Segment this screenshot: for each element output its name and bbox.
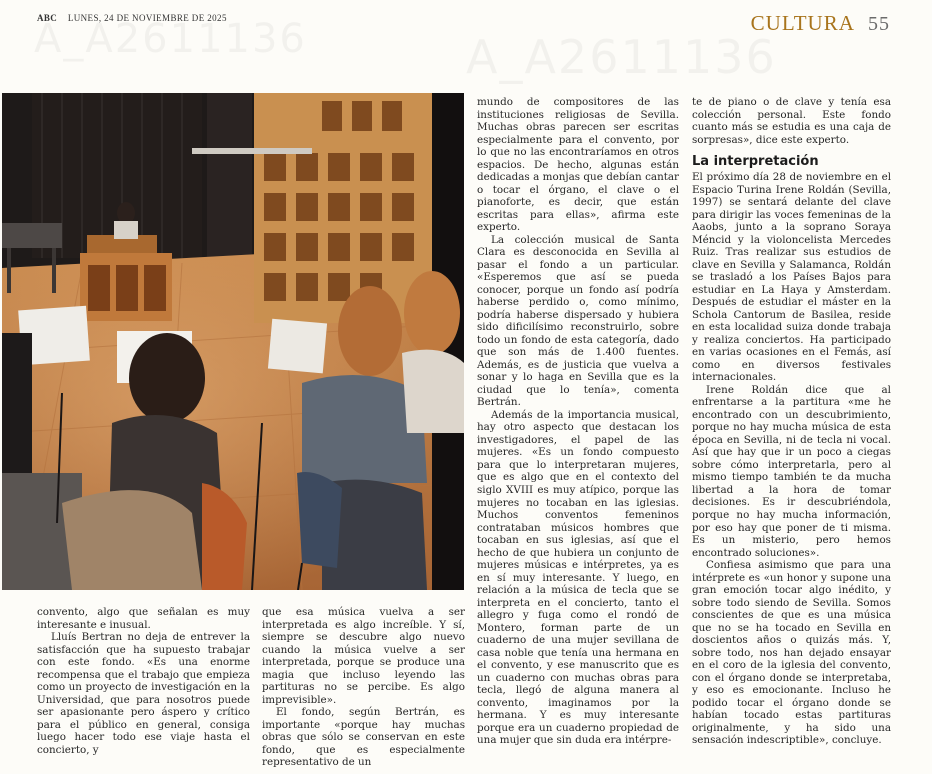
article-column-4 [692,96,891,747]
publication-name: ABC [37,13,58,23]
concert-photo [2,93,464,590]
paragraph: mundo de compositores de las instituciones religiosas de Sevilla. Muchas obras parecen ser escritas especialmente para el convento, por lo que no las encontraríamos en otros espacios. De hecho, algunas están dedicadas a monjas que debían cantar o tocar el órgano, el clave o el pianoforte, es decir, que están escritas para ellas», afirma este experto. [477,96,679,234]
paragraph: Irene Roldán dice que al enfrentarse a la partitura «me he encontrado con un descubrimiento, porque no hay mucha música de esta época en Sevilla, ni de tecla ni vocal. Así que hay que ir un poco a ciegas sobre cómo interpretarla, pero al mismo tiempo también te da mucha libertad a la hora de tomar decisiones. Es ir descubriéndola, porque no hay mucha información, por eso hay que poner de ti misma. Es un misterio, pero hemos encontrado soluciones». [692,383,891,559]
section-subheading: La interpretación [692,154,819,170]
article-column-3 [477,96,679,747]
paragraph: que esa música vuelva a ser interpretada es algo increíble. Y sí, siempre se descubre algo nuevo cuando la música vuelve a ser interpretada, porque se produce una magia que incluso leyendo las partituras no se percibe. Es algo imprevisible». [262,606,465,706]
watermark-left [34,16,307,62]
issue-date: LUNES, 24 DE NOVIEMBRE DE 2025 [67,13,227,23]
paragraph: Confiesa asimismo que para una intérprete es «un honor y supone una gran emoción tocar algo inédito, y sobre todo siendo de Sevilla. Somos conscientes de que es una música que no se ha tocado en Sevilla en doscientos años o quizás más. Y, sobre todo, nos han dejado ensayar en el coro de la iglesia del convento, con el órgano donde se interpretaba, y eso es emocionante. Incluso he podido tocar el órgano donde se habían tocado estas partituras originalmente, y ha sido una sensación indescriptible», concluye. [692,559,891,747]
paragraph: te de piano o de clave y tenía esa colección personal. Este fondo cuanto más se estudia es una caja de sorpresas», dice este experto. [692,96,891,146]
page-number: 55 [868,13,890,35]
watermark-right [466,30,777,84]
section-title: CULTURA [750,11,854,35]
paragraph: La colección musical de Santa Clara es desconocida en Sevilla al pasar el fondo a un particular. «Esperemos que así se pueda conocer, porque un fondo así podría haberse perdido o, como mínimo, podría haberse dispersado y hubiera sido dificilísimo reconstruirlo, sobre todo un fondo de esta categoría, dado que son más de 1.400 fuentes. Además, es de justicia que vuelva a sonar y lo haga en Sevilla que es la ciudad que lo tenía», comenta Bertrán. [477,233,679,409]
paragraph: Además de la importancia musical, hay otro aspecto que destacan los investigadores, el papel de las mujeres. «Es un fondo compuesto para que lo interpretaran mujeres, que es algo que en el contexto del siglo XVIII es muy atípico, porque las mujeres no tocaban en las iglesias. Muchos conventos femeninos contrataban músicos hombres que tocaban en sus iglesias, así que el hecho de que hubiera un conjunto de mujeres músicas e intérpretes, ya es en sí muy interesante. Y luego, en relación a la música de tecla que se interpreta en el concierto, tanto el allegro y fuga como el rondó de Montero, forman parte de un cuaderno de una mujer sevillana de casa noble que tenía una hermana en el convento, y ese manuscrito que es un cuaderno con muchas obras para tecla, llegó de alguna manera al convento, imaginamos por la hermana. Y es muy interesante porque era un cuaderno propiedad de una mujer que sin duda era intérpre- [477,408,679,747]
article-column-1 [37,606,250,756]
paragraph: convento, algo que señalan es muy interesante e inusual. [37,606,250,631]
paragraph: El fondo, según Bertrán, es importante «porque hay muchas obras que sólo se conservan en este fondo, que es especialmente representativo de un [262,706,465,769]
paragraph: Lluís Bertran no deja de entrever la satisfacción que ha supuesto trabajar con este fondo. «Es una enorme recompensa que el trabajo que empieza como un proyecto de investigación en la Universidad, que para nosotros puede ser apasionante pero áspero y crítico para el público en general, consiga luego hacer todo ese viaje hasta el concierto, y [37,631,250,756]
article-column-2 [262,606,465,769]
paragraph: El próximo día 28 de noviembre en el Espacio Turina Irene Roldán (Sevilla, 1997) se sentará delante del clave para dirigir las voces femeninas de la Aaobs, junto a la soprano Soraya Méncid y la violoncelista Mercedes Ruiz. Tras realizar sus estudios de clave en Sevilla y Salamanca, Roldán se trasladó a los Países Bajos para estudiar en La Haya y Amsterdam. Después de estudiar el máster en la Schola Cantorum de Basilea, reside en esta localidad suiza donde trabaja y realiza conciertos. Ha participado en varias ocasiones en el Femás, así como en diversos festivales internacionales. [692,171,891,384]
